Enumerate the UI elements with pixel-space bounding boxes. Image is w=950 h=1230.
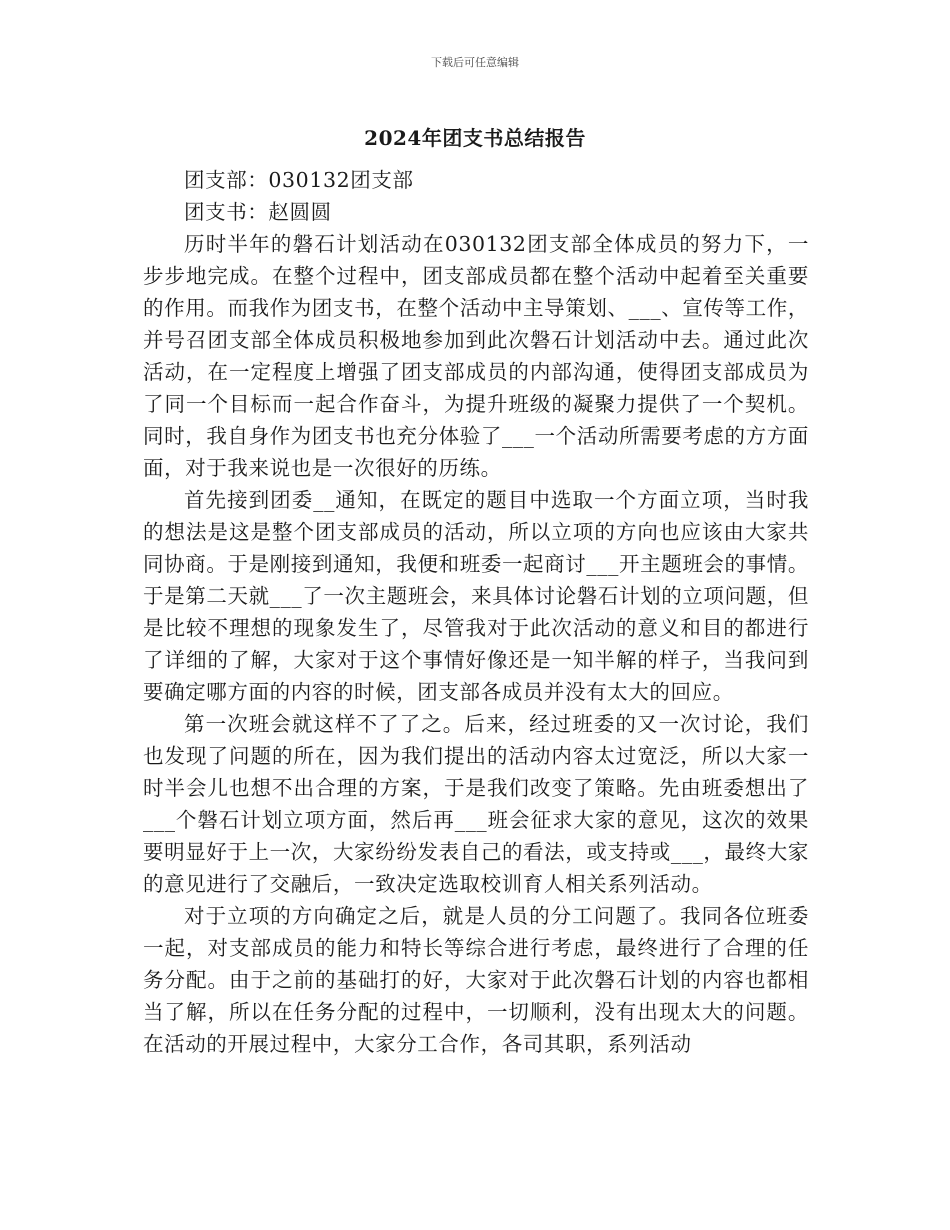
body-paragraph-1: 历时半年的磐石计划活动在030132团支部全体成员的努力下，一步步地完成。在整个过程中，团支部成员都在整个活动中起着至关重要的作用。而我作为团支书，在整个活动中主导策划、___、宣传等工作，并号召团支部全体成员积极地参加到此次磐石计划活动中去。通过此次活动，在一定程度上增强了团支部成员的内部沟通，使得团支部成员为了同一个目标而一起合作奋斗，为提升班级的凝聚力提供了一个契机。同时，我自身作为团支书也充分体验了___一个活动所需要考虑的方方面面，对于我来说也是一次很好的历练。	[143, 232, 809, 480]
document-body	[143, 164, 809, 1060]
secretary-line: 团支书：赵圆圆	[184, 200, 332, 224]
download-note: 下载后可任意编辑	[431, 56, 519, 69]
document-title: 2024年团支书总结报告	[364, 126, 586, 150]
body-paragraph-3: 第一次班会就这样不了了之。后来，经过班委的又一次讨论，我们也发现了问题的所在，因为我们提出的活动内容太过宽泛，所以大家一时半会儿也想不出合理的方案，于是我们改变了策略。先由班委想出了___个磐石计划立项方面，然后再___班会征求大家的意见，这次的效果要明显好于上一次，大家纷纷发表自己的看法，或支持或___，最终大家的意见进行了交融后，一致决定选取校训育人相关系列活动。	[143, 712, 809, 896]
body-paragraph-2: 首先接到团委__通知，在既定的题目中选取一个方面立项，当时我的想法是这是整个团支部成员的活动，所以立项的方向也应该由大家共同协商。于是刚接到通知，我便和班委一起商讨___开主题班会的事情。于是第二天就___了一次主题班会，来具体讨论磐石计划的立项问题，但是比较不理想的现象发生了，尽管我对于此次活动的意义和目的都进行了详细的了解，大家对于这个事情好像还是一知半解的样子，当我问到要确定哪方面的内容的时候，团支部各成员并没有太大的回应。	[143, 488, 809, 704]
body-paragraph-4: 对于立项的方向确定之后，就是人员的分工问题了。我同各位班委一起，对支部成员的能力和特长等综合进行考虑，最终进行了合理的任务分配。由于之前的基础打的好，大家对于此次磐石计划的内容也都相当了解，所以在任务分配的过程中，一切顺利，没有出现太大的问题。在活动的开展过程中，大家分工合作，各司其职，系列活动	[143, 904, 809, 1056]
branch-line: 团支部：030132团支部	[184, 168, 414, 192]
